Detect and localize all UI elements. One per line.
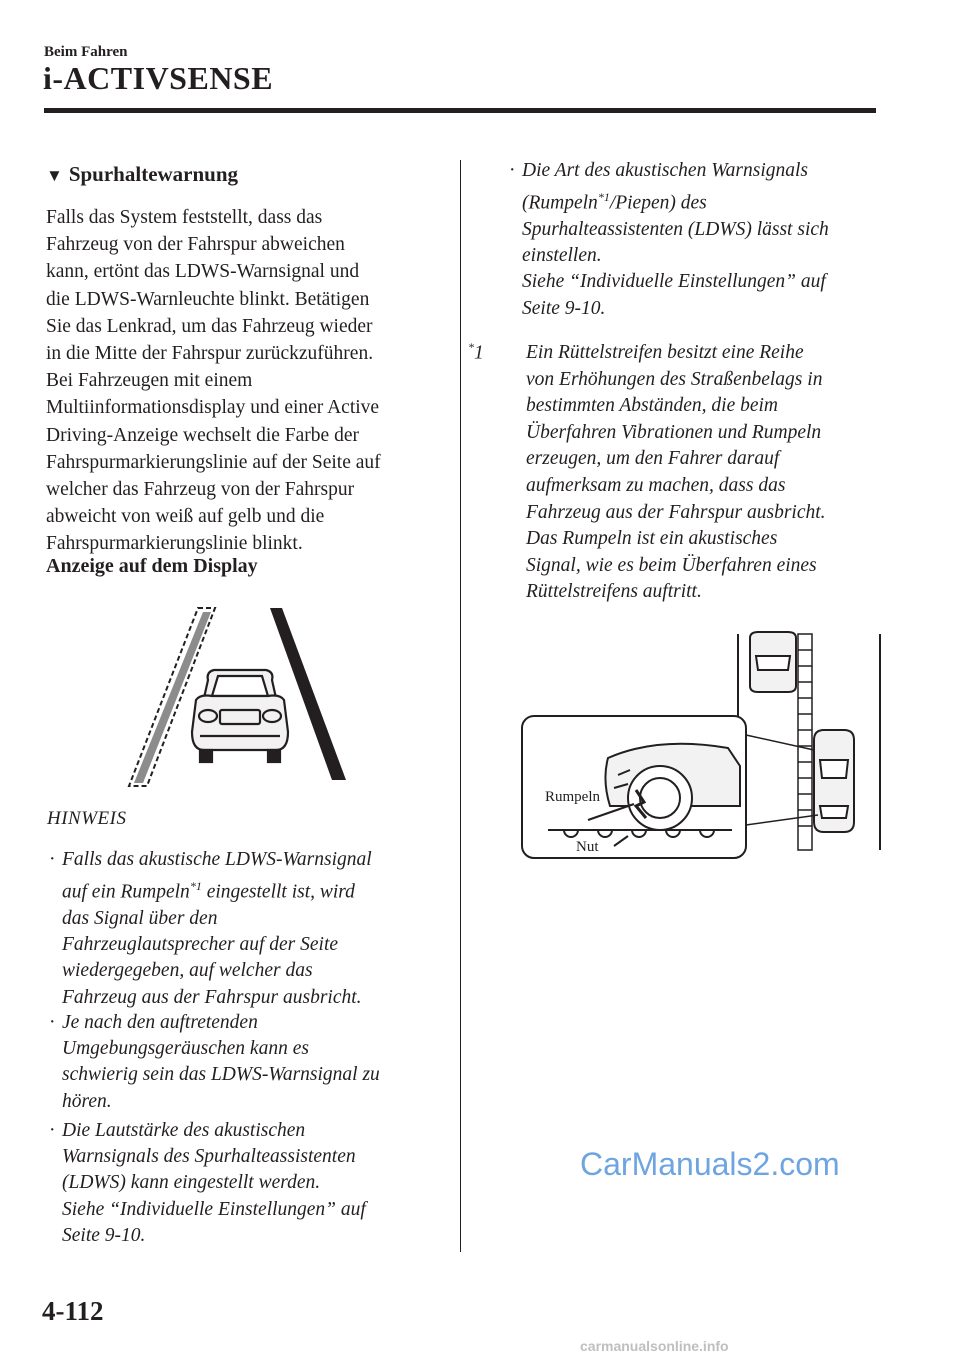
bullet-icon: · xyxy=(509,160,516,181)
body-line: Sie das Lenkrad, um das Fahrzeug wieder xyxy=(46,315,373,337)
chapter-title: i-ACTIVSENSE xyxy=(43,60,274,96)
section-label: Beim Fahren xyxy=(44,44,128,60)
rumble-strip-illustration xyxy=(518,630,884,862)
display-illustration xyxy=(120,600,360,790)
footnote-line: Ein Rüttelstreifen besitzt eine Reihe xyxy=(526,342,804,363)
footnote-mark xyxy=(468,340,484,365)
footnote-star: * xyxy=(468,340,474,354)
body-line: Driving-Anzeige wechselt die Farbe der xyxy=(46,424,359,446)
note-line: hören. xyxy=(62,1090,112,1112)
groove-label: Nut xyxy=(576,839,599,855)
triangle-marker-icon: ▼ xyxy=(46,166,63,185)
body-line: abweicht von weiß auf gelb und die xyxy=(46,506,325,528)
column-divider xyxy=(460,160,461,1252)
car-top-view-icon xyxy=(750,632,796,692)
body-line: die LDWS-Warnleuchte blinkt. Betätigen xyxy=(46,288,370,310)
bullet-icon: · xyxy=(49,1120,56,1141)
note-line xyxy=(522,184,882,217)
note-line: Falls das akustische LDWS-Warnsignal xyxy=(62,849,372,870)
footnote-number: 1 xyxy=(474,342,484,364)
note-line: das Signal über den xyxy=(62,907,218,929)
car-top-view-departing-icon xyxy=(814,730,854,832)
page-number: 4-112 xyxy=(42,1296,104,1326)
footnote-line: bestimmten Abständen, die beim xyxy=(526,395,779,417)
watermark: CarManuals2.com xyxy=(580,1146,840,1182)
note-line: wiedergegeben, auf welcher das xyxy=(62,960,313,982)
note-item-3 xyxy=(49,1118,452,1249)
note-line: Siehe “Individuelle Einstellungen” auf xyxy=(62,1198,366,1220)
note-line: Spurhalteassistenten (LDWS) lässt sich xyxy=(522,218,829,240)
body-line: Fahrzeug von der Fahrspur abweichen xyxy=(46,234,345,256)
footer-source: carmanualsonline.info xyxy=(580,1338,729,1354)
note-title: HINWEIS xyxy=(47,808,127,829)
body-line: Fahrspurmarkierungslinie blinkt. xyxy=(46,533,303,555)
bullet-icon: · xyxy=(49,849,56,870)
note-item-4 xyxy=(509,158,882,322)
note-line: einstellen. xyxy=(522,245,602,267)
footnote-ref: *1 xyxy=(597,190,610,205)
footnote-line: von Erhöhungen des Straßenbelags in xyxy=(526,368,823,390)
note-line: Siehe “Individuelle Einstellungen” auf xyxy=(522,271,826,293)
note-line: Je nach den auftretenden xyxy=(62,1012,258,1033)
note-line: Die Art des akustischen Warnsignals xyxy=(522,160,808,181)
note-line: Seite 9-10. xyxy=(62,1224,146,1246)
note-line: (LDWS) kann eingestellt werden. xyxy=(62,1172,321,1194)
body-line: in die Mitte der Fahrspur zurückzuführen. xyxy=(46,343,374,365)
display-subheading: Anzeige auf dem Display xyxy=(46,555,258,577)
footnote-ref: *1 xyxy=(189,879,202,894)
footnote-line: Überfahren Vibrationen und Rumpeln xyxy=(526,421,822,443)
body-line: welcher das Fahrzeug von der Fahrspur xyxy=(46,479,355,501)
note-text: eingestellt ist, wird xyxy=(201,881,355,903)
right-lane-marking xyxy=(270,608,346,780)
section-heading xyxy=(46,162,238,187)
footnote-line: Das Rumpeln ist ein akustisches xyxy=(526,528,778,550)
note-line: Fahrzeuglautsprecher auf der Seite xyxy=(62,934,339,956)
footnote-line: Fahrzeug aus der Fahrspur ausbricht. xyxy=(526,501,826,523)
note-item-2 xyxy=(49,1010,452,1115)
body-line: Bei Fahrzeugen mit einem xyxy=(46,370,253,392)
footnote-text xyxy=(526,340,876,606)
body-paragraph xyxy=(46,204,442,558)
note-text: auf ein Rumpeln xyxy=(62,881,190,903)
footnote-line: erzeugen, um den Fahrer darauf xyxy=(526,448,780,470)
note-line: Fahrzeug aus der Fahrspur ausbricht. xyxy=(62,986,362,1008)
car-rear-icon xyxy=(192,670,288,762)
note-line: schwierig sein das LDWS-Warnsignal zu xyxy=(62,1064,380,1086)
body-line: Falls das System feststellt, dass das xyxy=(46,207,323,228)
note-text: /Piepen) des xyxy=(609,192,707,214)
footnote-line: Rüttelstreifens auftritt. xyxy=(526,581,702,603)
note-line: Warnsignals des Spurhalteassistenten xyxy=(62,1146,356,1168)
note-line: Seite 9-10. xyxy=(522,297,606,319)
heading-text: Spurhaltewarnung xyxy=(68,162,239,186)
note-line: Die Lautstärke des akustischen xyxy=(62,1120,306,1141)
body-line: Fahrspurmarkierungslinie auf der Seite auf xyxy=(46,451,381,473)
body-line: kann, ertönt das LDWS-Warnsignal und xyxy=(46,261,360,283)
note-text: (Rumpeln xyxy=(522,192,598,214)
bullet-icon: · xyxy=(49,1012,56,1033)
footnote-line: aufmerksam zu machen, dass das xyxy=(526,474,786,496)
body-line: Multiinformationsdisplay und einer Active xyxy=(46,397,380,419)
note-line xyxy=(62,873,452,906)
header-rule xyxy=(44,108,876,113)
rumble-label: Rumpeln xyxy=(545,789,600,805)
note-item-1 xyxy=(49,847,452,1011)
footnote-line: Signal, wie es beim Überfahren eines xyxy=(526,554,817,576)
note-line: Umgebungsgeräuschen kann es xyxy=(62,1038,309,1060)
